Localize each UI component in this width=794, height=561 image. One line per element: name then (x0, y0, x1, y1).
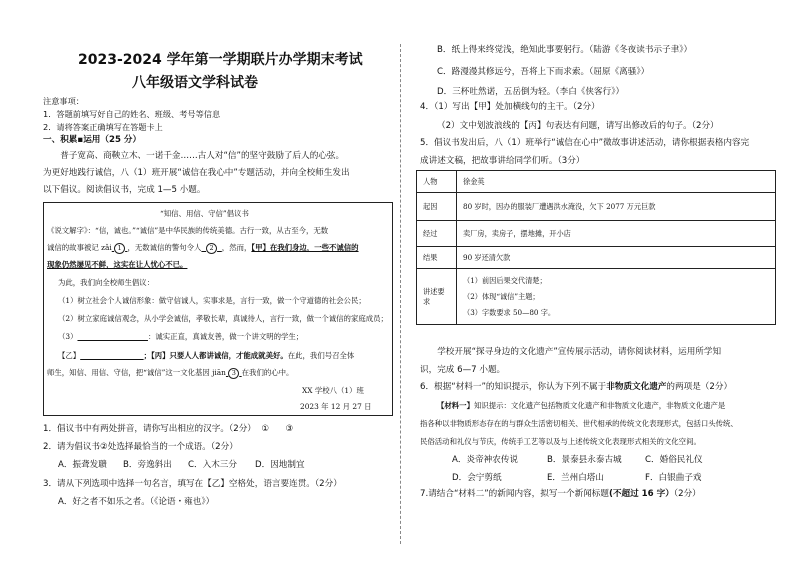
question-4-2: （2）文中划波浪线的【丙】句表达有问题，请写出修改后的句子。（2分） (437, 121, 719, 131)
proposal-paragraph (47, 242, 359, 254)
exam-title: 2023-2024 学年第一学期联片办学期末考试 (78, 52, 363, 68)
table-value (457, 269, 776, 325)
proposal-text: 在此，我们号召全体 (287, 351, 355, 360)
story-table (416, 170, 776, 325)
table-value: 卖厂房，卖房子，摆地摊，开小店 (457, 221, 776, 247)
q2-option[interactable]: A．振聋发聩 (58, 460, 107, 470)
table-row (417, 247, 776, 269)
q6-option[interactable]: C．婚俗民礼仪 (645, 455, 703, 465)
question-3: 3．请从下列选项中选择一句名言，填写在【乙】空格处，语言要连贯。（2分） (43, 479, 342, 489)
material-label: 【材料一】 (437, 401, 474, 410)
proposal-list-item (58, 331, 303, 342)
question-7 (420, 488, 701, 500)
proposal-text: （3） (58, 332, 78, 341)
table-label: 结果 (417, 247, 457, 269)
notes-heading: 注意事项： (43, 96, 84, 106)
proposal-text: 师生，知信、用信、守信，把“诚信”这一文化基因 jiān (47, 368, 226, 377)
table-value: 80 岁时，因办的服装厂遭遇洪水淹没，欠下 2077 万元巨款 (457, 193, 776, 221)
answer-mark: ① (261, 424, 270, 434)
proposal-signature: XX 学校八（1）班 (302, 386, 364, 395)
notes-item: 2．请将答案正确填写在答题卡上 (43, 122, 163, 132)
question-emphasis: 非物质文化遗产 (606, 382, 667, 392)
proposal-list-item: （1）树立社会个人诚信形象：做守信诚人，实事求是，言行一致，做一个守道德的社会公民； (58, 296, 366, 305)
blank-3 (77, 332, 147, 341)
proposal-paragraph: 为此，我们向全校师生倡议： (58, 278, 155, 287)
section-intro-2: 识，完成 6—7 小题。 (420, 365, 506, 375)
proposal-text: 在我们的心中。 (241, 368, 294, 377)
proposal-text: 诚信的故事被记 zǎi (47, 243, 112, 252)
question-5: 成讲述文稿，把故事讲给同学们听。（3分） (420, 156, 585, 166)
proposal-list-item: （2）树立家庭诚信观念，从小学会诚信，孝敬长辈，真诚待人，言行一致，做一个诚信的家庭成员； (58, 314, 388, 323)
q6-option[interactable]: B．景泰县永泰古城 (547, 455, 622, 465)
proposal-date: 2023 年 12 月 27 日 (300, 402, 372, 411)
section-intro: 为更好地践行诚信，八（1）班开展“诚信在我心中”专题活动，并向全校师生发出 (43, 168, 350, 178)
proposal-list-item (58, 350, 354, 361)
question-emphasis: (不超过 16 字） (608, 489, 674, 499)
section-heading: 一、积累▪运用（25 分） (43, 135, 142, 145)
proposal-list-item (47, 367, 293, 379)
table-row (417, 193, 776, 221)
table-value: 徐金英 (457, 171, 776, 193)
section-intro-2: 学校开展“探寻身边的文化遗产”宣传展示活动，请你阅读材料，运用所学知 (420, 347, 722, 357)
question-2: 2．请为倡议书②处选择最恰当的一个成语。（2分） (43, 442, 238, 452)
proposal-text-bing: ；【丙】只要人人都讲诚信，才能成就美好。 (143, 351, 288, 360)
question-text: 7.请结合“材料二”的新闻内容，拟写一个新闻标题 (420, 489, 609, 499)
q2-option[interactable]: B．旁逸斜出 (123, 460, 172, 470)
q2-option[interactable]: C．入木三分 (188, 460, 237, 470)
q2-option[interactable]: D．因地制宜 (255, 460, 305, 470)
question-1 (43, 423, 293, 435)
section-intro: 以下倡议。阅读倡议书，完成 1—5 小题。 (43, 185, 206, 195)
q3-option[interactable]: A．好之者不如乐之者。（《论语・雍也》） (58, 497, 215, 507)
material-1 (437, 400, 725, 411)
table-row (417, 269, 776, 325)
table-label: 人物 (417, 171, 457, 193)
proposal-text: ，无数诚信的警句令人 (127, 243, 202, 252)
requirement-line: （1）前因后果交代清楚； (463, 275, 547, 285)
proposal-paragraph: 现象仍然屡见不鲜，这实在让人忧心不已。 (47, 260, 188, 269)
blank-yi (80, 351, 143, 360)
q6-option[interactable]: A．炎帝神农传说 (452, 455, 519, 465)
question-4-1: 4．（1）写出【甲】处加横线句的主干。（2分） (420, 102, 600, 112)
q6-option[interactable]: E．兰州白塔山 (547, 473, 604, 483)
q6-option[interactable]: F．白银曲子戏 (645, 473, 702, 483)
proposal-text: ：诚实正直，真诚友善，做一个讲文明的学生； (147, 332, 304, 341)
notes-item: 1．答题前填写好自己的姓名、班级、考号等信息 (43, 109, 221, 119)
material-1: 指各种以非物质形态存在的与群众生活密切相关、世代相承的传统文化表现形式，包括口头传统、 (420, 419, 738, 428)
requirement-line: （3）字数要求 50—80 字。 (463, 307, 556, 317)
question-text: 6．根据“材料一”的知识提示，你认为下列不属于 (420, 382, 607, 392)
section-intro: 普子宽高、商鞅立木、一诺千金……古人对“信”的坚守鼓励了后人的心弦。 (43, 151, 345, 161)
q3-option[interactable]: D．三杯吐然诺，五岳倒为轻。（李白《侠客行》） (437, 87, 625, 97)
column-divider (400, 44, 401, 544)
proposal-text: ，然而， (221, 243, 252, 252)
requirement-line: （2）体现“诚信”主题； (463, 291, 540, 301)
table-value: 90 岁还清欠款 (457, 247, 776, 269)
question-text: 的两项是（2分） (666, 382, 733, 392)
circle-number: 1 (114, 243, 125, 254)
q6-option[interactable]: D．会宁剪纸 (452, 473, 502, 483)
blank-4 (226, 368, 242, 377)
circle-number: 3 (228, 368, 239, 379)
proposal-text-jia: 【甲】在我们身边，一些不诚信的 (251, 243, 359, 252)
proposal-paragraph: 《说文解字》：“信，诚也。”“诚信”是中华民族的传统美德。古行一致，从古至今，无数 (47, 226, 329, 235)
answer-mark: ③ (285, 424, 294, 434)
question-6 (420, 381, 732, 393)
blank-1 (112, 243, 128, 252)
blank-2 (201, 243, 221, 252)
proposal-title: “知信、用信、守信”倡议书 (160, 209, 249, 218)
q3-option[interactable]: C．路漫漫其修远兮，吾将上下而求索。（屈原《离骚》） (437, 67, 650, 77)
proposal-text: 【乙】 (58, 351, 81, 360)
table-label: 讲述要求 (417, 269, 457, 325)
question-text: （2分） (673, 489, 701, 499)
table-row (417, 171, 776, 193)
material-1: 民俗活动和礼仪与节庆，传统手工艺等以及与上述传统文化表现形式相关的文化空间。 (420, 437, 701, 446)
q3-option[interactable]: B．纸上得来终觉浅，绝知此事要躬行。（陆游《冬夜读书示子聿》） (437, 45, 693, 55)
circle-number: 2 (206, 243, 217, 254)
material-text: 知识提示：文化遗产包括物质文化遗产和非物质文化遗产，非物质文化遗产是 (473, 401, 726, 410)
table-row (417, 221, 776, 247)
question-5: 5．倡议书发出后，八（1）班举行“诚信在心中”微故事讲述活动，请你根据表格内容完 (420, 138, 750, 148)
table-label: 经过 (417, 221, 457, 247)
exam-subtitle: 八年级语文学科试卷 (132, 75, 258, 91)
table-label: 起因 (417, 193, 457, 221)
question-text: 1．倡议书中有两处拼音，请你写出相应的汉字。（2分） (43, 424, 256, 434)
